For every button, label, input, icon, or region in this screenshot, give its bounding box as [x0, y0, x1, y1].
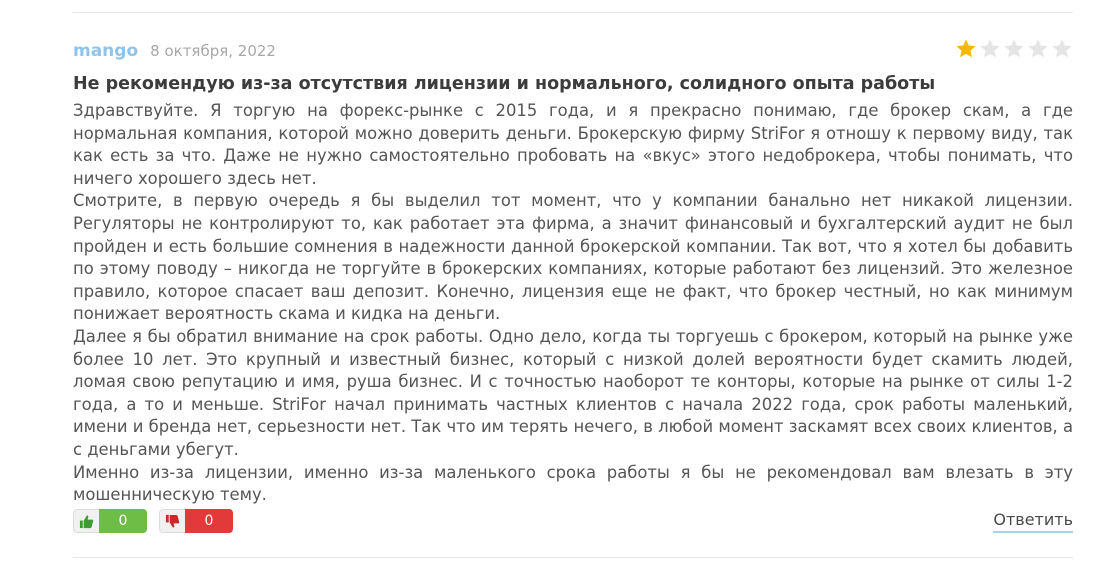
rating-stars — [955, 38, 1073, 60]
review-paragraph: Смотрите, в первую очередь я бы выделил тот момент, что у компании банально нет никакой лицензии. Регуляторы не контролируют то, как работает эта фирма, а значит финансовый и бухгалтерский аудит не был пройден и есть большие сомнения в надежности данной брокерской компании. Так вот, что я хотел бы добавить по этому поводу – никогда не торгуйте в брокерских компаниях, которые работают без лицензий. Это железное правило, которое спасает ваш депозит. Конечно, лицензия еще не факт, что брокер честный, но как минимум понижает вероятность скама и кидка на деньги. — [73, 191, 1073, 324]
star-icon[interactable] — [1027, 38, 1049, 60]
star-icon[interactable] — [979, 38, 1001, 60]
review-body — [73, 100, 1073, 507]
thumbs-up-icon — [73, 509, 99, 533]
review-meta — [73, 41, 276, 63]
review-title: Не рекомендую из-за отсутствия лицензии и нормального, солидного опыта работы — [73, 74, 936, 94]
star-icon[interactable] — [955, 38, 977, 60]
review-author[interactable]: mango — [73, 41, 139, 61]
thumbs-down-icon — [159, 509, 185, 533]
review-date: 8 октября, 2022 — [150, 42, 276, 60]
star-icon[interactable] — [1003, 38, 1025, 60]
review-paragraph: Здравствуйте. Я торгую на форекс-рынке с 2015 года, и я прекрасно понимаю, где брокер скам, а где нормальная компания, которой можно доверить деньги. Брокерскую фирму StriFor я отношу к первому виду, так как есть за что. Даже не нужно самостоятельно пробовать на «вкус» этого недоброкера, чтобы понимать, что ничего хорошего здесь нет. — [73, 101, 1073, 188]
bottom-divider — [73, 557, 1073, 558]
dislike-button[interactable] — [159, 509, 233, 533]
review-paragraph: Далее я бы обратил внимание на срок работы. Одно дело, когда ты торгуешь с брокером, который на рынке уже более 10 лет. Это крупный и известный бизнес, который с низкой долей вероятности будет скамить людей, ломая свою репутацию и имя, руша бизнес. И с точностью наоборот те конторы, которые на рынке от силы 1-2 года, а то и меньше. StriFor начал принимать частных клиентов с начала 2022 года, срок работы маленький, имени и бренда нет, серьезности нет. Так что им терять нечего, в любой момент заскамят всех своих клиентов, а с деньгами убегут. — [73, 326, 1073, 459]
review-paragraph: Именно из-за лицензии, именно из-за маленького срока работы я бы не рекомендовал вам влезать в эту мошенническую тему. — [73, 462, 1073, 505]
dislike-count: 0 — [185, 509, 233, 533]
like-button[interactable] — [73, 509, 147, 533]
top-divider — [73, 12, 1073, 13]
star-icon[interactable] — [1051, 38, 1073, 60]
reply-link[interactable]: Ответить — [993, 510, 1073, 533]
like-count: 0 — [99, 509, 147, 533]
vote-controls — [73, 509, 233, 533]
